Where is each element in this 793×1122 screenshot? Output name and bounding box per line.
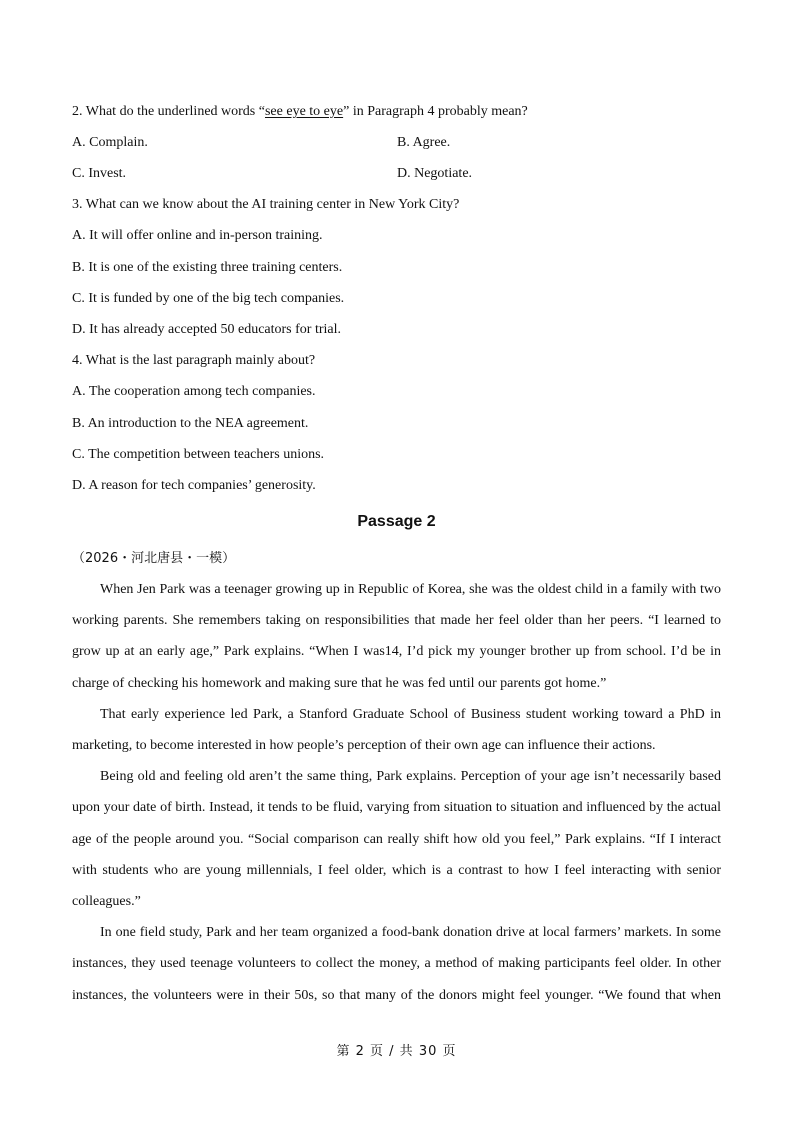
passage-line: upon your date of birth. Instead, it tends to be fluid, varying from situation to situation and influenced by the actual — [72, 800, 721, 815]
option-a: A. Complain. — [72, 135, 148, 150]
option-d: D. Negotiate. — [397, 166, 473, 181]
option-b: B. It is one of the existing three training centers. — [72, 260, 343, 275]
option-b: B. An introduction to the NEA agreement. — [72, 416, 309, 431]
question-3-text: 3. What can we know about the AI training center in New York City? — [72, 197, 460, 212]
option-c: C. It is funded by one of the big tech companies. — [72, 291, 345, 306]
passage-title: Passage 2 — [357, 513, 436, 530]
question-4-text: 4. What is the last paragraph mainly about? — [72, 353, 316, 368]
option-d: D. A reason for tech companies’ generosity. — [72, 478, 316, 493]
option-a: A. It will offer online and in-person training. — [72, 228, 323, 243]
passage-line: Being old and feeling old aren’t the same thing, Park explains. Perception of your age isn’t necessarily based — [100, 769, 721, 784]
page-number: 第 2 页 / 共 30 页 — [336, 1044, 457, 1059]
passage-line: working parents. She remembers taking on responsibilities that made her feel older than her peers. “I learned to — [72, 613, 721, 628]
passage-line: instances, the volunteers were in their 50s, so that many of the donors might feel younger. “We found that when — [72, 988, 721, 1003]
passage-source: （2026・河北唐县・一模） — [72, 551, 236, 566]
passage-line: instances, they used teenage volunteers to collect the money, a method of making participants feel older. In other — [72, 956, 721, 971]
question-text: ” in Paragraph 4 probably mean? — [343, 104, 528, 119]
passage-line: charge of checking his homework and making sure that he was fed until our parents got home.” — [72, 676, 607, 691]
passage-line: with students who are young millennials, I feel older, which is a contrast to how I feel interacting with senior — [72, 863, 721, 878]
option-a: A. The cooperation among tech companies. — [72, 384, 316, 399]
question-2-text — [72, 103, 528, 121]
underlined-phrase: see eye to eye — [264, 104, 344, 119]
passage-line: When Jen Park was a teenager growing up in Republic of Korea, she was the oldest child in a family with two — [100, 582, 721, 597]
option-b: B. Agree. — [397, 135, 451, 150]
passage-line: grow up at an early age,” Park explains. “When I was14, I’d pick my younger brother up from school. I’d be in — [72, 644, 721, 659]
question-text: 2. What do the underlined words “ — [72, 104, 265, 119]
passage-line: age of the people around you. “Social comparison can really shift how old you feel,” Park explains. “If I interact — [72, 832, 721, 847]
option-d: D. It has already accepted 50 educators for trial. — [72, 322, 341, 337]
passage-line: marketing, to become interested in how people’s perception of their own age can influence their actions. — [72, 738, 656, 753]
option-c: C. Invest. — [72, 166, 127, 181]
passage-line: In one field study, Park and her team organized a food-bank donation drive at local farmers’ markets. In some — [100, 925, 721, 940]
passage-line: That early experience led Park, a Stanford Graduate School of Business student working toward a PhD in — [100, 707, 721, 722]
option-c: C. The competition between teachers unions. — [72, 447, 325, 462]
passage-line: colleagues.” — [72, 894, 141, 909]
